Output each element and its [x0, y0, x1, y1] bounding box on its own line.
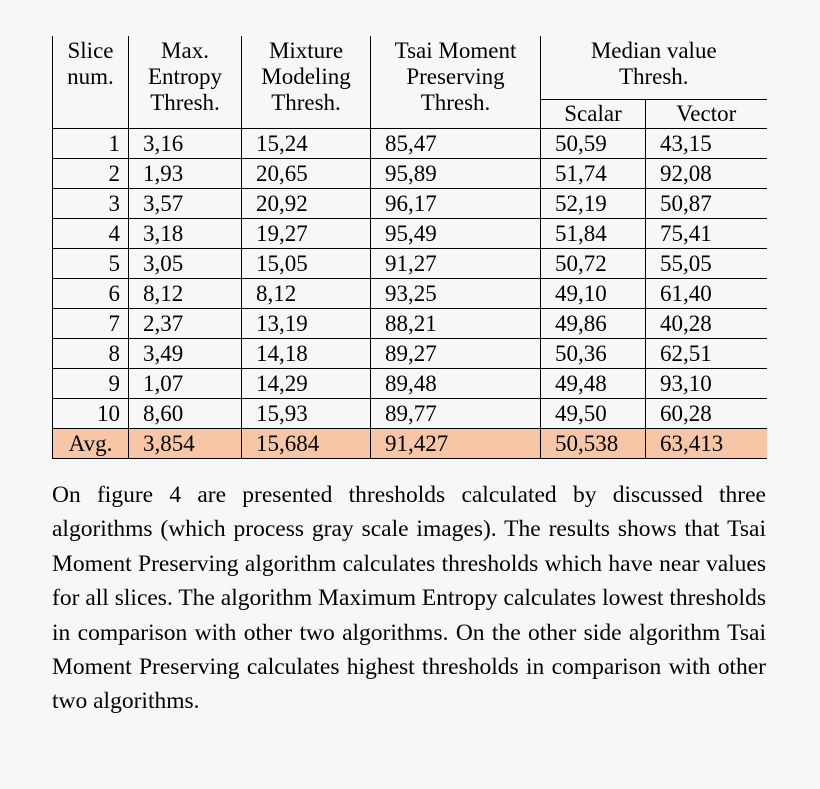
cell-mixture-modeling: 19,27 — [242, 219, 371, 249]
average-max-entropy: 3,854 — [129, 429, 242, 459]
cell-max-entropy: 2,37 — [129, 309, 242, 339]
cell-max-entropy: 3,18 — [129, 219, 242, 249]
cell-slice-num: 7 — [53, 309, 129, 339]
cell-median-vector: 92,08 — [646, 159, 767, 189]
cell-slice-num: 10 — [53, 399, 129, 429]
header-mixture-modeling — [242, 36, 371, 129]
cell-median-scalar: 51,84 — [541, 219, 646, 249]
header-line: num. — [67, 64, 114, 89]
cell-tsai-moment: 85,47 — [371, 129, 541, 159]
cell-mixture-modeling: 13,19 — [242, 309, 371, 339]
table-body — [53, 129, 767, 459]
cell-mixture-modeling: 15,05 — [242, 249, 371, 279]
average-tsai-moment: 91,427 — [371, 429, 541, 459]
cell-tsai-moment: 95,89 — [371, 159, 541, 189]
average-label: Avg. — [53, 429, 129, 459]
cell-tsai-moment: 93,25 — [371, 279, 541, 309]
cell-median-vector: 62,51 — [646, 339, 767, 369]
cell-max-entropy: 1,93 — [129, 159, 242, 189]
table-row — [53, 249, 767, 279]
cell-tsai-moment: 95,49 — [371, 219, 541, 249]
cell-max-entropy: 3,05 — [129, 249, 242, 279]
cell-tsai-moment: 89,48 — [371, 369, 541, 399]
table-row — [53, 159, 767, 189]
cell-slice-num: 5 — [53, 249, 129, 279]
cell-median-scalar: 51,74 — [541, 159, 646, 189]
cell-mixture-modeling: 15,24 — [242, 129, 371, 159]
cell-tsai-moment: 89,27 — [371, 339, 541, 369]
average-row — [53, 429, 767, 459]
cell-slice-num: 4 — [53, 219, 129, 249]
cell-median-vector: 93,10 — [646, 369, 767, 399]
cell-slice-num: 6 — [53, 279, 129, 309]
table-row — [53, 129, 767, 159]
cell-median-scalar: 49,10 — [541, 279, 646, 309]
table-row — [53, 219, 767, 249]
header-line: Tsai Moment — [394, 38, 517, 63]
cell-median-scalar: 50,36 — [541, 339, 646, 369]
cell-median-vector: 43,15 — [646, 129, 767, 159]
header-line: Thresh. — [420, 90, 491, 115]
cell-median-vector: 60,28 — [646, 399, 767, 429]
header-scalar: Scalar — [541, 99, 646, 128]
table-row — [53, 369, 767, 399]
cell-median-scalar: 49,48 — [541, 369, 646, 399]
table-row — [53, 189, 767, 219]
cell-median-vector: 61,40 — [646, 279, 767, 309]
cell-mixture-modeling: 8,12 — [242, 279, 371, 309]
header-line: Entropy — [147, 64, 223, 89]
cell-median-vector: 50,87 — [646, 189, 767, 219]
cell-median-scalar: 52,19 — [541, 189, 646, 219]
header-line: Preserving — [406, 64, 505, 89]
header-line: Slice — [67, 38, 114, 63]
cell-median-scalar: 49,50 — [541, 399, 646, 429]
cell-max-entropy: 8,60 — [129, 399, 242, 429]
cell-median-scalar: 50,72 — [541, 249, 646, 279]
header-line: Mixture — [268, 38, 344, 63]
body-paragraph: On figure 4 are presented thresholds calculated by discussed three algorithms (which process gray scale images). The results shows that Tsai Moment Preserving algorithm calculates thresholds which have near values for all slices. The algorithm Maximum Entropy calculates lowest thresholds in comparison with other two algorithms. On the other side algorithm Tsai Moment Preserving calculates highest thresholds in comparison with other two algorithms. — [52, 482, 766, 715]
header-slice-num — [53, 36, 129, 129]
cell-max-entropy: 3,57 — [129, 189, 242, 219]
average-mixture-modeling: 15,684 — [242, 429, 371, 459]
cell-median-vector: 40,28 — [646, 309, 767, 339]
cell-mixture-modeling: 15,93 — [242, 399, 371, 429]
header-vector: Vector — [646, 99, 767, 128]
cell-tsai-moment: 96,17 — [371, 189, 541, 219]
header-median-value — [541, 36, 767, 99]
thresholds-table — [52, 36, 767, 459]
table-row — [53, 309, 767, 339]
cell-tsai-moment: 88,21 — [371, 309, 541, 339]
cell-slice-num: 1 — [53, 129, 129, 159]
header-line: Thresh. — [618, 64, 689, 89]
average-median-scalar: 50,538 — [541, 429, 646, 459]
table-row — [53, 339, 767, 369]
cell-slice-num: 3 — [53, 189, 129, 219]
header-line: Thresh. — [271, 90, 341, 115]
cell-mixture-modeling: 20,92 — [242, 189, 371, 219]
cell-median-scalar: 50,59 — [541, 129, 646, 159]
cell-mixture-modeling: 14,29 — [242, 369, 371, 399]
cell-mixture-modeling: 14,18 — [242, 339, 371, 369]
cell-median-vector: 55,05 — [646, 249, 767, 279]
cell-max-entropy: 8,12 — [129, 279, 242, 309]
cell-max-entropy: 3,16 — [129, 129, 242, 159]
cell-tsai-moment: 91,27 — [371, 249, 541, 279]
header-max-entropy — [129, 36, 242, 129]
cell-tsai-moment: 89,77 — [371, 399, 541, 429]
cell-slice-num: 2 — [53, 159, 129, 189]
cell-median-scalar: 49,86 — [541, 309, 646, 339]
cell-slice-num: 9 — [53, 369, 129, 399]
header-line: Median value — [590, 38, 717, 63]
table-row — [53, 399, 767, 429]
header-line: Modeling — [261, 64, 351, 89]
cell-slice-num: 8 — [53, 339, 129, 369]
header-line: Thresh. — [150, 90, 220, 115]
cell-median-vector: 75,41 — [646, 219, 767, 249]
cell-mixture-modeling: 20,65 — [242, 159, 371, 189]
cell-max-entropy: 3,49 — [129, 339, 242, 369]
header-tsai-moment — [371, 36, 541, 129]
average-median-vector: 63,413 — [646, 429, 767, 459]
cell-max-entropy: 1,07 — [129, 369, 242, 399]
table-row — [53, 279, 767, 309]
header-line: Max. — [161, 38, 209, 63]
